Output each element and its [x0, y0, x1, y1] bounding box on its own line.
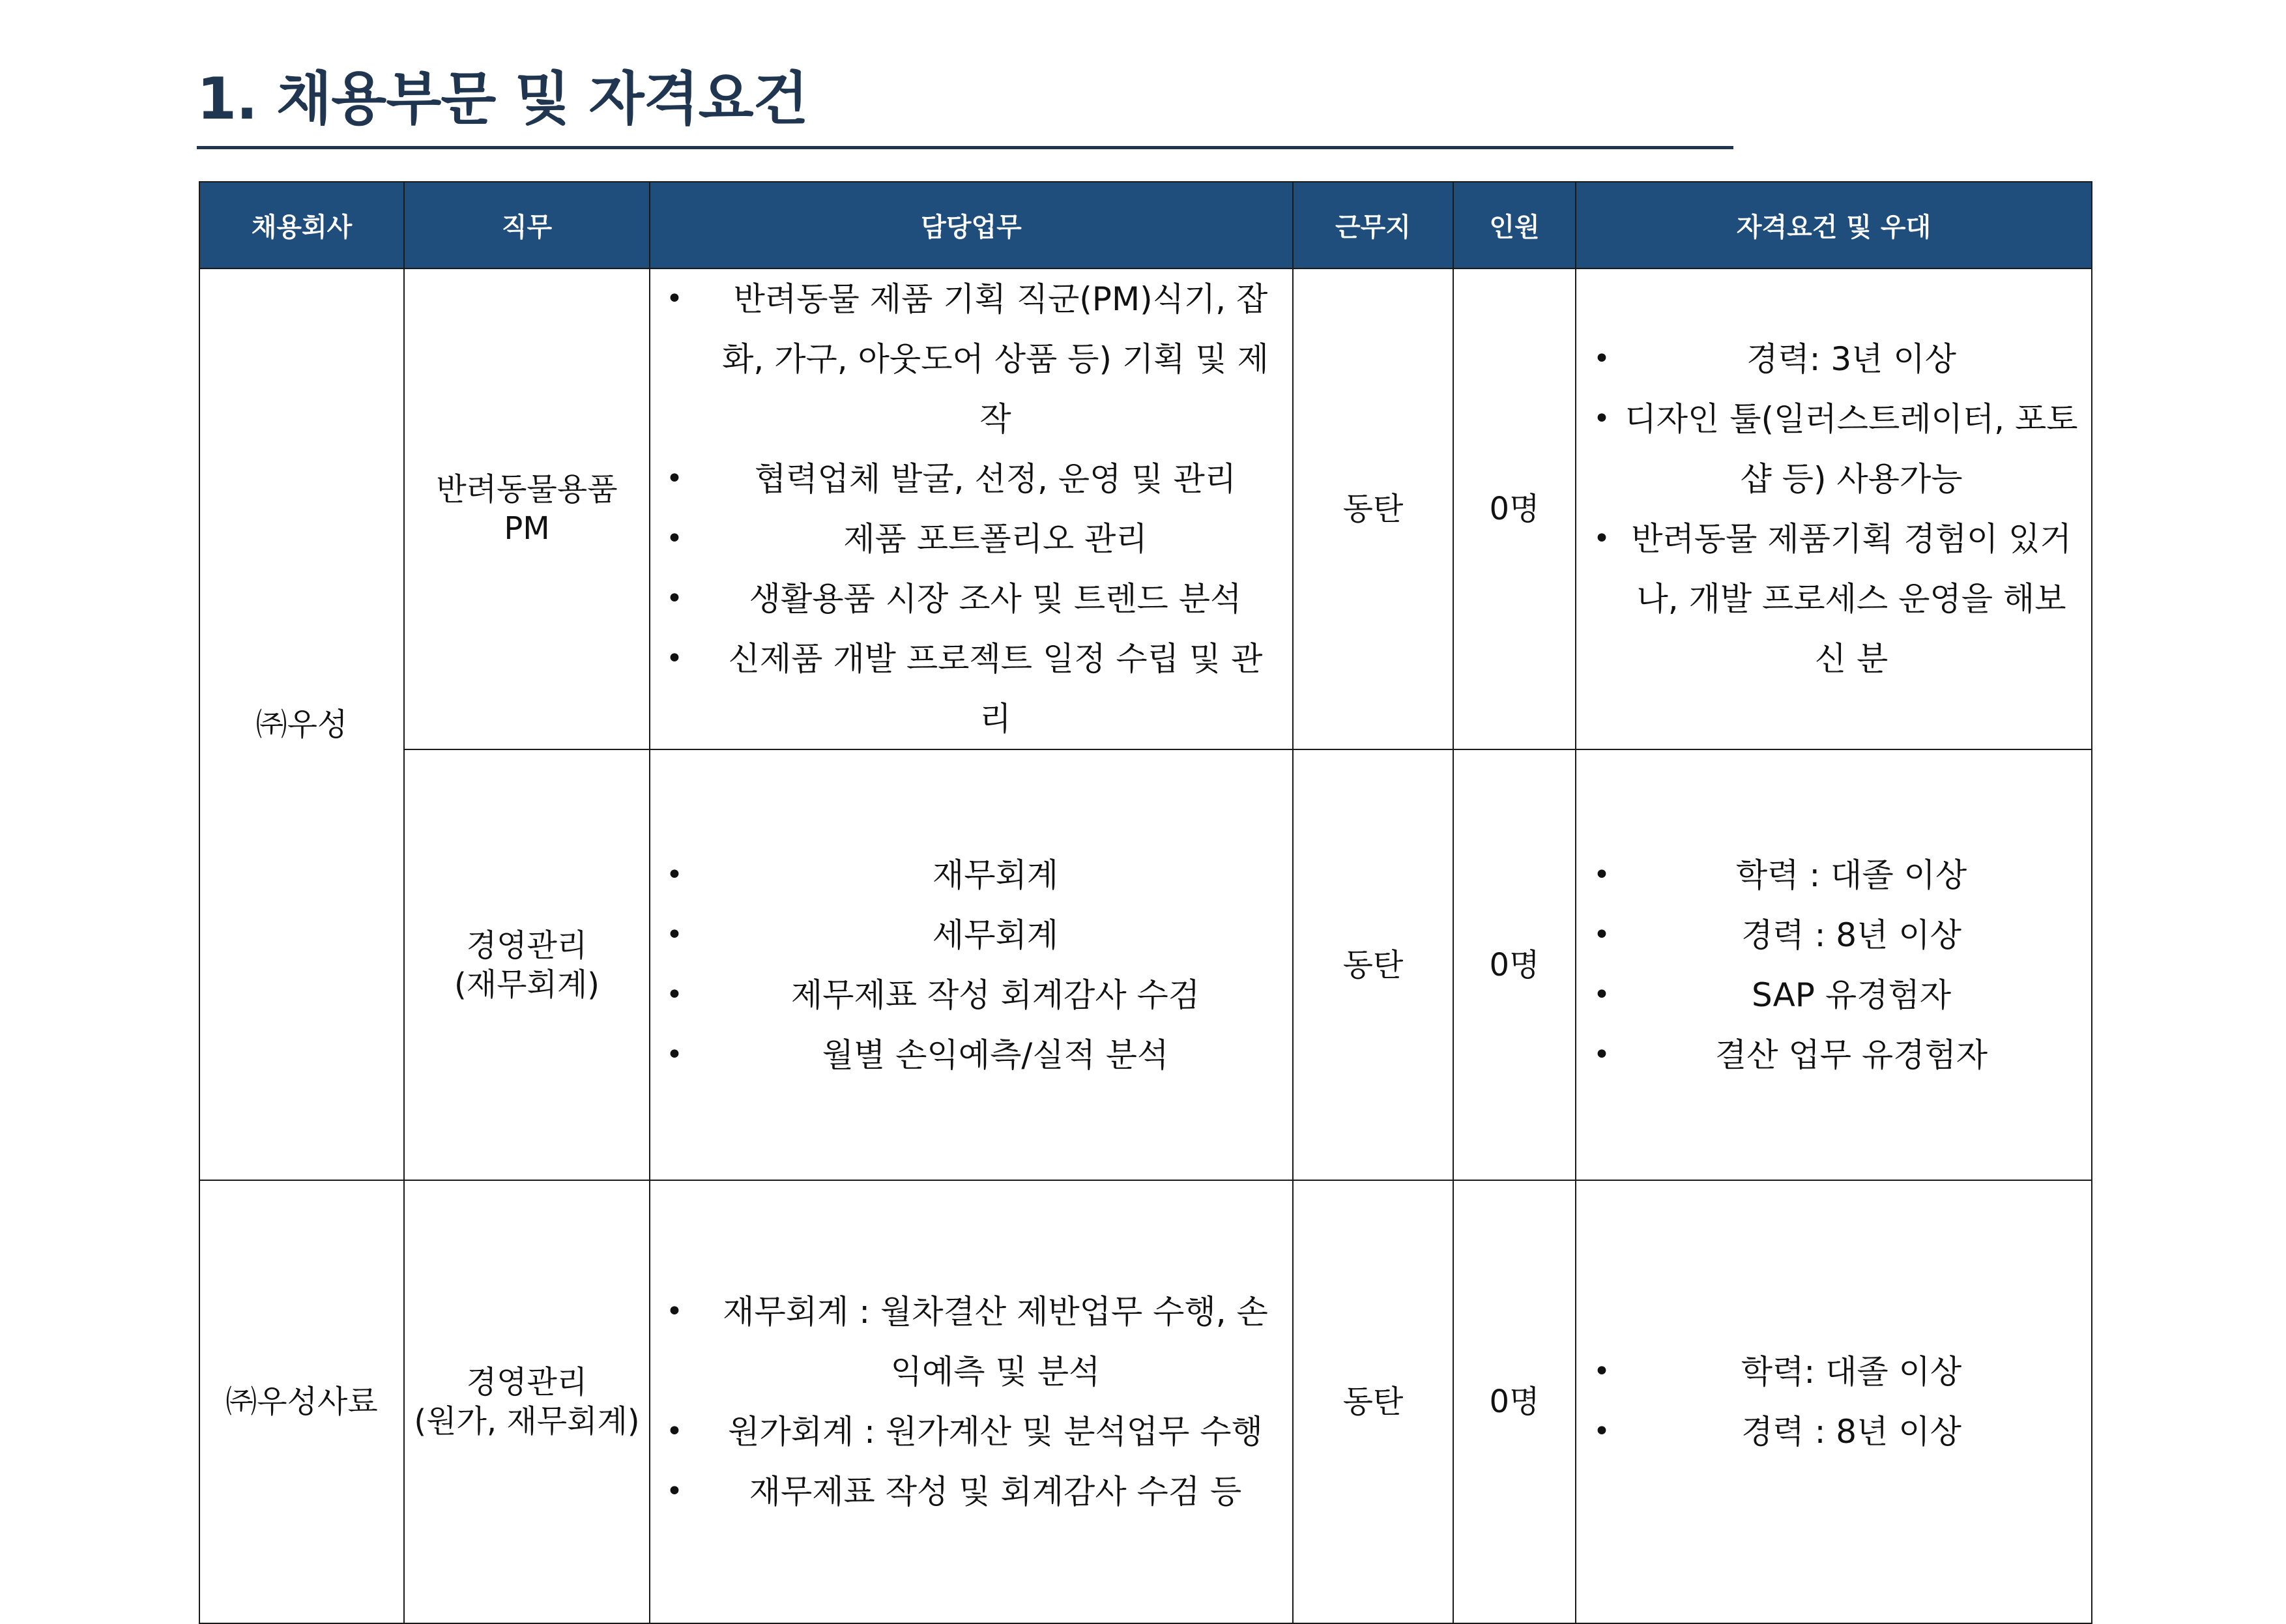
duties-list — [650, 1282, 1292, 1522]
recruitment-table — [199, 181, 2092, 1624]
headcount-cell: 0명 — [1453, 1180, 1576, 1623]
title-underline — [197, 146, 1733, 149]
duty-item: • 세무회계 — [714, 905, 1277, 965]
headcount-cell: 0명 — [1453, 268, 1576, 749]
location-cell: 동탄 — [1293, 268, 1453, 749]
qualifications-cell — [1576, 1180, 2092, 1623]
duties-cell — [650, 749, 1293, 1180]
header-headcount: 인원 — [1453, 182, 1576, 268]
job-cell — [404, 1180, 650, 1623]
duties-list — [650, 269, 1292, 749]
table-header-row — [199, 182, 2092, 268]
duty-item: • 반려동물 제품 기획 직군(PM)식기, 잡화, 가구, 아웃도어 상품 등) 기획 및 제작 — [714, 269, 1277, 449]
company-cell: ㈜우성 — [199, 268, 404, 1180]
table-row — [199, 749, 2092, 1180]
qualifications-list — [1576, 845, 2091, 1085]
job-cell — [404, 749, 650, 1180]
qualification-item: • 학력 : 대졸 이상 — [1622, 845, 2081, 905]
table-row — [199, 268, 2092, 749]
header-company: 채용회사 — [199, 182, 404, 268]
duty-item: • 협력업체 발굴, 선정, 운영 및 관리 — [714, 449, 1277, 509]
qualification-item: • 경력 : 8년 이상 — [1622, 1402, 2081, 1462]
header-duties: 담당업무 — [650, 182, 1293, 268]
job-title-line: (원가, 재무회계) — [414, 1403, 640, 1440]
qualification-item: • 경력: 3년 이상 — [1622, 329, 2081, 389]
duty-item: • 생활용품 시장 조사 및 트렌드 분석 — [714, 569, 1277, 629]
header-job: 직무 — [404, 182, 650, 268]
qualifications-cell — [1576, 268, 2092, 749]
duties-list — [650, 845, 1292, 1085]
job-title-line: 반려동물용품 — [436, 471, 618, 508]
job-title-line: PM — [504, 510, 550, 547]
qualifications-list — [1576, 329, 2091, 689]
duty-item: • 제품 포트폴리오 관리 — [714, 509, 1277, 569]
job-cell — [404, 268, 650, 749]
qualification-item: • 학력: 대졸 이상 — [1622, 1342, 2081, 1402]
duty-item: • 월별 손익예측/실적 분석 — [714, 1025, 1277, 1085]
duties-cell — [650, 268, 1293, 749]
qualification-item: • 디자인 툴(일러스트레이터, 포토샵 등) 사용가능 — [1622, 389, 2081, 509]
qualification-item: • 결산 업무 유경험자 — [1622, 1025, 2081, 1085]
job-title-line: (재무회계) — [454, 966, 600, 1003]
qualification-item: • 반려동물 제품기획 경험이 있거나, 개발 프로세스 운영을 해보신 분 — [1622, 509, 2081, 689]
qualification-item: • 경력 : 8년 이상 — [1622, 905, 2081, 965]
qualification-item: • SAP 유경험자 — [1622, 965, 2081, 1025]
header-location: 근무지 — [1293, 182, 1453, 268]
page-title: 1. 채용부문 및 자격요건 — [197, 65, 808, 132]
header-qualifications: 자격요건 및 우대 — [1576, 182, 2092, 268]
duty-item: • 신제품 개발 프로젝트 일정 수립 및 관리 — [714, 629, 1277, 749]
table-row — [199, 1180, 2092, 1623]
location-cell: 동탄 — [1293, 749, 1453, 1180]
job-title-line: 경영관리 — [466, 927, 588, 964]
location-cell: 동탄 — [1293, 1180, 1453, 1623]
duty-item: • 원가회계 : 원가계산 및 분석업무 수행 — [714, 1402, 1277, 1462]
duty-item: • 제무제표 작성 회계감사 수검 — [714, 965, 1277, 1025]
job-title-line: 경영관리 — [466, 1364, 588, 1400]
qualifications-list — [1576, 1342, 2091, 1462]
duties-cell — [650, 1180, 1293, 1623]
duty-item: • 재무회계 : 월차결산 제반업무 수행, 손익예측 및 분석 — [714, 1282, 1277, 1402]
headcount-cell: 0명 — [1453, 749, 1576, 1180]
qualifications-cell — [1576, 749, 2092, 1180]
duty-item: • 재무회계 — [714, 845, 1277, 905]
company-cell: ㈜우성사료 — [199, 1180, 404, 1623]
duty-item: • 재무제표 작성 및 회계감사 수검 등 — [714, 1462, 1277, 1522]
